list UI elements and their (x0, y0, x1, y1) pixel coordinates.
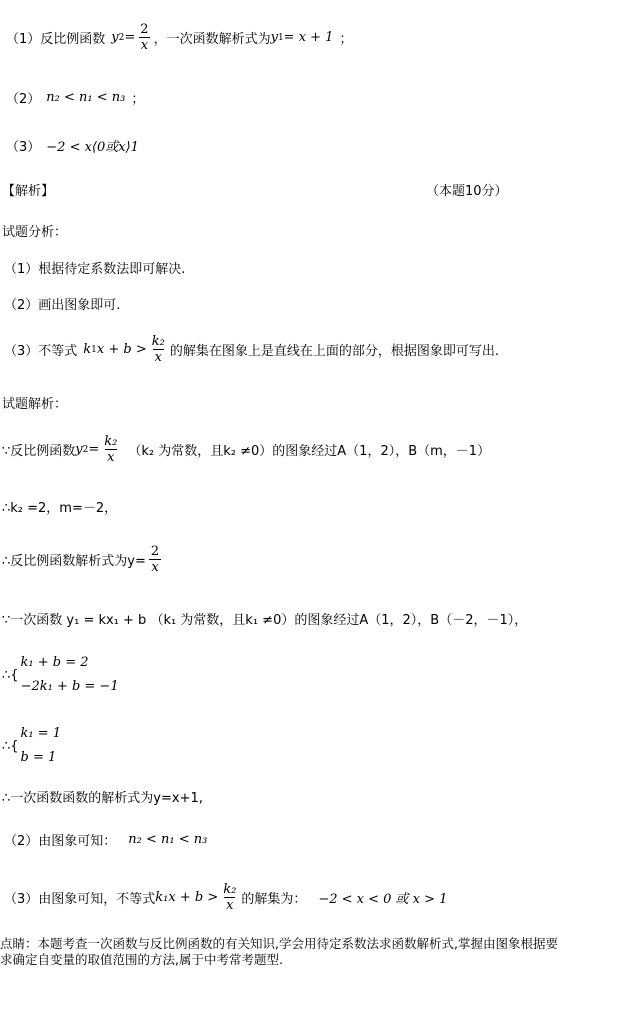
analysis-point-3-k-sub: 1 (91, 344, 97, 355)
solution-step-1-mid: （k₂ 为常数，且k₂ ≠0）的图象经过A（1，2），B（m，－1） (128, 444, 491, 459)
system-row-2: −2k₁ + b = −1 (20, 679, 119, 694)
analysis-point-1-text: （1）根据待定系数法即可解决. (4, 262, 186, 277)
solution-step-6 (2, 722, 61, 770)
solution-step-1 (2, 434, 490, 465)
solution-step-8-expr: n₂ < n₁ < n₃ (128, 832, 208, 847)
solution-step-1-pre: ∵反比例函数 (2, 444, 76, 459)
solution-step-9-expr-b: −2 < x < 0 或 x > 1 (318, 892, 448, 907)
analysis-title (2, 221, 67, 240)
solution-step-9-fraction (221, 882, 238, 913)
fraction-denominator: x (107, 450, 115, 465)
comment-line-1-text: 点睛：本题考查一次函数与反比例函数的有关知识,学会用待定系数法求函数解析式,掌握由图象根据要 (0, 936, 558, 951)
solution-step-4-text: ∵一次函数 y₁ = kx₁ + b （k₁ 为常数，且k₁ ≠0）的图象经过A（1，2），B（－2，－1）， (2, 613, 528, 628)
analysis-point-3-pre: （3）不等式 (4, 344, 78, 359)
solution-step-1-lhs-sub: 2 (82, 444, 89, 455)
answer-1-end: ； (339, 32, 353, 47)
analysis-point-3-k: k (83, 342, 92, 357)
system-row-1: k₁ = 1 (20, 726, 62, 741)
solution-step-2 (2, 497, 117, 516)
solution-step-1-eq: = (88, 442, 100, 457)
score-text: （本题10分） (426, 184, 508, 199)
analysis-point-3-fraction (150, 334, 167, 365)
analysis-point-3-post: 的解集在图象上是直线在上面的部分，根据图象即可写出. (169, 344, 499, 359)
solution-step-2-text: ∴k₂ =2，m=－2， (2, 501, 118, 516)
fraction-numerator: 2 (140, 22, 149, 37)
answer-1-linear-sub: 1 (277, 32, 284, 43)
brace-symbol: ∴{ (2, 667, 19, 683)
analysis-point-3 (4, 334, 499, 365)
solution-step-8-pre: （2）由图象可知： (4, 834, 117, 849)
fraction-numerator: k₂ (223, 882, 237, 897)
analysis-header-title (2, 180, 54, 199)
solution-step-3-pre: ∴反比例函数解析式为y= (2, 554, 146, 569)
answer-2-label: （2） (6, 92, 41, 107)
solution-step-9 (4, 882, 447, 913)
fraction-denominator: x (226, 898, 234, 913)
answer-1-linear-lhs: y (270, 30, 278, 45)
solution-step-5 (2, 651, 119, 699)
answer-1-lhs-sub: 2 (118, 32, 125, 43)
solution-step-7-text: ∴一次函数函数的解析式为y=x+1, (2, 791, 203, 806)
answer-3 (6, 136, 139, 155)
equation-system-2 (2, 722, 61, 770)
answer-1-lhs: y (111, 30, 119, 45)
answer-1-fraction (138, 22, 150, 53)
answer-2-end: ； (131, 92, 145, 107)
brace-symbol: ∴{ (2, 738, 19, 754)
fraction-denominator: x (151, 560, 159, 575)
answer-1-label: （1）反比例函数 (6, 32, 106, 47)
solution-step-9-mid: 的解集为： (241, 892, 307, 907)
score-label (426, 180, 508, 199)
solution-step-9-expr-a: k₁x + b > (155, 890, 219, 905)
analysis-point-1 (4, 258, 185, 277)
comment-line-2 (0, 950, 283, 968)
analysis-point-2-text: （2）画出图象即可. (4, 298, 121, 313)
answer-2 (6, 88, 144, 107)
solution-step-1-lhs: y (75, 442, 83, 457)
system-row-1: k₁ + b = 2 (20, 655, 89, 670)
solution-step-3 (2, 544, 164, 575)
fraction-numerator: k₂ (151, 334, 165, 349)
answer-1 (6, 22, 352, 53)
analysis-point-2 (4, 294, 120, 313)
solution-step-9-pre: （3）由图象可知，不等式 (4, 892, 156, 907)
solution-step-4 (2, 609, 527, 628)
header-title-text: 【解析】 (2, 184, 55, 199)
solution-step-3-fraction (149, 544, 161, 575)
solution-step-1-fraction (102, 434, 119, 465)
fraction-numerator: k₂ (104, 434, 118, 449)
solution-step-7 (2, 787, 203, 806)
system-row-2: b = 1 (20, 750, 57, 765)
solution-title-text: 试题解析： (2, 397, 68, 412)
answer-1-linear-rhs: = x + 1 (283, 30, 334, 45)
solution-step-8 (4, 830, 207, 849)
equation-system-1 (2, 651, 119, 699)
comment-line-2-text: 求确定自变量的取值范围的方法,属于中考常考题型. (0, 952, 283, 967)
answer-3-label: （3） (6, 140, 41, 155)
fraction-denominator: x (140, 38, 149, 53)
analysis-title-text: 试题分析： (2, 225, 68, 240)
answer-3-expr: −2 < x⟨0或x⟩1 (46, 140, 139, 155)
analysis-point-3-expr: x + b > (96, 342, 147, 357)
answer-1-mid: ，一次函数解析式为 (153, 32, 271, 47)
answer-1-eq: = (124, 30, 136, 45)
fraction-numerator: 2 (150, 544, 160, 559)
answer-2-expr: n₂ < n₁ < n₃ (46, 90, 126, 105)
solution-title (2, 393, 67, 412)
fraction-denominator: x (154, 350, 162, 365)
